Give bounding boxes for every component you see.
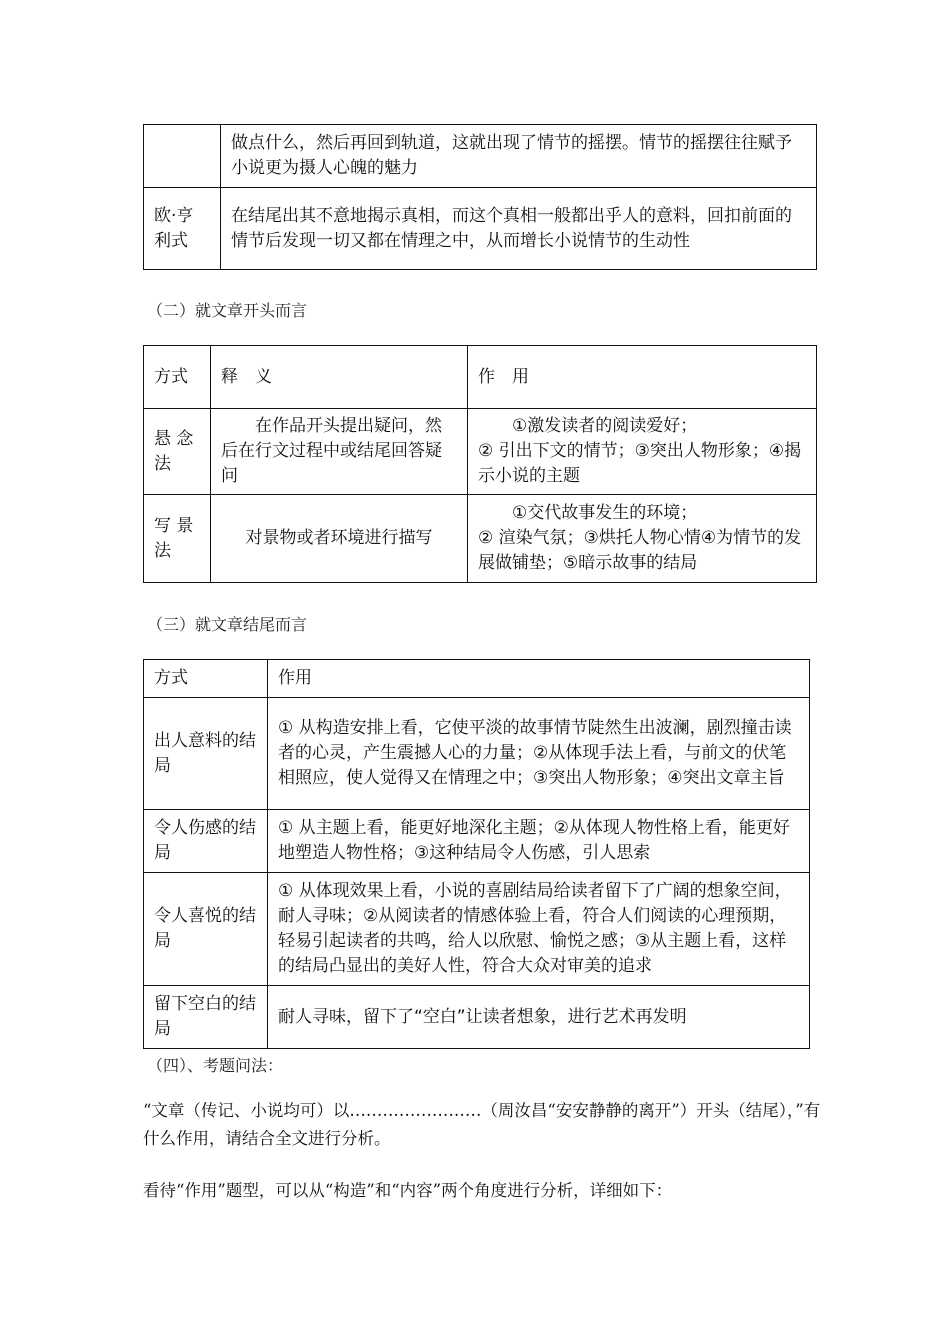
table-row xyxy=(144,873,810,986)
header-effect: 作用 xyxy=(268,660,810,698)
header-method: 方式 xyxy=(144,660,268,698)
table-row xyxy=(144,810,810,873)
ending-name: 令人伤感的结局 xyxy=(144,810,268,873)
ending-name: 出人意料的结局 xyxy=(144,698,268,810)
table-row xyxy=(144,495,817,583)
table-row xyxy=(144,986,810,1049)
effect-rest: ② 引出下文的情节；③突出人物形象；④揭示小说的主题 xyxy=(478,441,802,486)
technique-name: 欧·亨利式 xyxy=(144,188,221,270)
plot-technique-table xyxy=(143,124,817,270)
table-header-row xyxy=(144,660,810,698)
method-meaning: 对景物或者环境进行描写 xyxy=(211,495,468,583)
method-name: 悬 念 法 xyxy=(144,409,211,495)
effect-lead: ①激发读者的阅读爱好； xyxy=(512,416,698,436)
ending-effect: ① 从构造安排上看，它使平淡的故事情节陡然生出波澜，剧烈撞击读者的心灵，产生震撼人心的力量；②从体现手法上看，与前文的伏笔相照应，使人觉得又在情理之中；③突出人物形象；④突出文章主旨 xyxy=(268,698,810,810)
method-effect xyxy=(468,409,817,495)
effect-rest: ② 渲染气氛；③烘托人物心情④为情节的发展做铺垫；⑤暗示故事的结局 xyxy=(478,528,802,573)
method-name: 写 景 法 xyxy=(144,495,211,583)
ending-name: 留下空白的结局 xyxy=(144,986,268,1049)
ending-methods-table xyxy=(143,659,810,1049)
technique-desc: 在结尾出其不意地揭示真相，而这个真相一般都出乎人的意料，回扣前面的情节后发现一切又都在情理之中，从而增长小说情节的生动性 xyxy=(221,188,817,270)
header-meaning: 释 义 xyxy=(211,346,468,409)
ending-effect: ① 从体现效果上看，小说的喜剧结局给读者留下了广阔的想象空间，耐人寻味；②从阅读者的情感体验上看，符合人们阅读的心理预期，轻易引起读者的共鸣，给人以欣慰、愉悦之感；③从主题上看，这样的结局凸显出的美好人性，符合大众对审美的追求 xyxy=(268,873,810,986)
header-method: 方式 xyxy=(144,346,211,409)
table-row xyxy=(144,188,817,270)
section-heading-questions: （四）、考题问法： xyxy=(147,1056,284,1075)
analysis-paragraph: 看待“作用”题型，可以从“构造”和“内容”两个角度进行分析，详细如下： xyxy=(143,1181,673,1200)
technique-desc: 做点什么，然后再回到轨道，这就出现了情节的摇摆。情节的摇摆往往赋予小说更为摄人心魄的魅力 xyxy=(221,125,817,188)
question-paragraph: “文章（传记、小说均可）以……………………（周汝昌“安安静静的离开”）开头（结尾），”有什么作用，请结合全文进行分析。 xyxy=(143,1101,821,1148)
ending-name: 令人喜悦的结局 xyxy=(144,873,268,986)
table-row xyxy=(144,409,817,495)
section-heading-ending: （三）就文章结尾而言 xyxy=(147,615,308,634)
method-effect xyxy=(468,495,817,583)
table-row xyxy=(144,125,817,188)
meaning-text: 在作品开头提出疑问，然后在行文过程中或结尾回答疑问 xyxy=(221,416,442,486)
table-row xyxy=(144,698,810,810)
table-header-row xyxy=(144,346,817,409)
technique-name xyxy=(144,125,221,188)
ending-effect: 耐人寻味，留下了“空白”让读者想象，进行艺术再发明 xyxy=(268,986,810,1049)
header-effect: 作 用 xyxy=(468,346,817,409)
ending-effect: ① 从主题上看，能更好地深化主题；②从体现人物性格上看，能更好地塑造人物性格；③这种结局令人伤感，引人思索 xyxy=(268,810,810,873)
effect-lead: ①交代故事发生的环境； xyxy=(512,503,698,523)
section-heading-opening: （二）就文章开头而言 xyxy=(147,301,308,320)
opening-methods-table xyxy=(143,345,817,583)
method-meaning xyxy=(211,409,468,495)
